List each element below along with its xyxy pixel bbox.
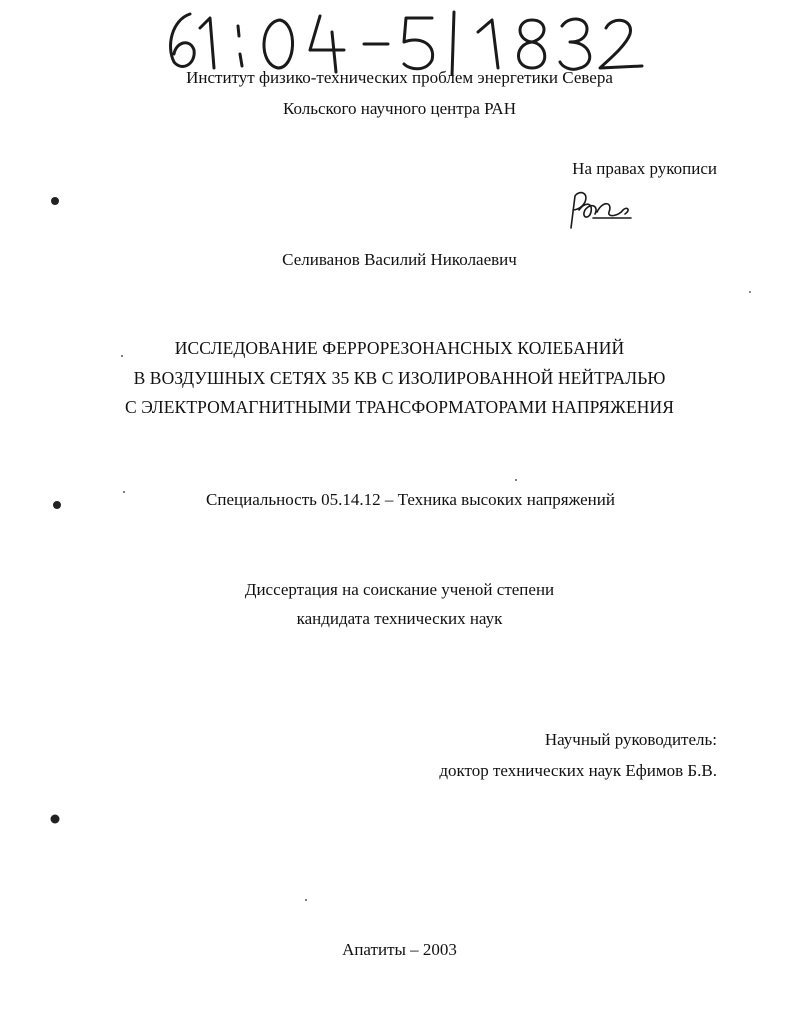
degree-line-2: кандидата технических наук — [296, 609, 503, 628]
scan-mark — [50, 498, 64, 512]
scan-dust — [748, 290, 752, 294]
institute-name: Институт физико-технических проблем энергетики Севера — [186, 68, 613, 87]
specialty: Специальность 05.14.12 – Техника высоких напряжений — [206, 490, 615, 509]
scan-mark — [48, 194, 62, 208]
advisor-label: Научный руководитель: — [544, 730, 717, 749]
scan-dust — [304, 898, 308, 902]
scan-dust — [122, 490, 126, 494]
author-name: Селиванов Василий Николаевич — [282, 250, 517, 269]
scan-dust — [120, 354, 124, 358]
institute-parent: Кольского научного центра РАН — [283, 99, 516, 118]
scan-dust — [514, 478, 518, 482]
thesis-title-line-2: В ВОЗДУШНЫХ СЕТЯХ 35 КВ С ИЗОЛИРОВАННОЙ НЕЙТРАЛЬЮ — [133, 368, 666, 388]
degree-line-1: Диссертация на соискание ученой степени — [244, 580, 555, 599]
handwritten-archive-number — [160, 6, 650, 76]
manuscript-rights-note: На правах рукописи — [572, 159, 717, 178]
thesis-title-line-1: ИССЛЕДОВАНИЕ ФЕРРОРЕЗОНАНСНЫХ КОЛЕБАНИЙ — [174, 338, 625, 358]
city-year: Апатиты – 2003 — [342, 940, 457, 959]
scan-mark — [48, 812, 62, 826]
signature — [565, 188, 635, 232]
thesis-title-line-3: С ЭЛЕКТРОМАГНИТНЫМИ ТРАНСФОРМАТОРАМИ НАПРЯЖЕНИЯ — [125, 397, 674, 417]
advisor-name: доктор технических наук Ефимов Б.В. — [439, 761, 717, 780]
